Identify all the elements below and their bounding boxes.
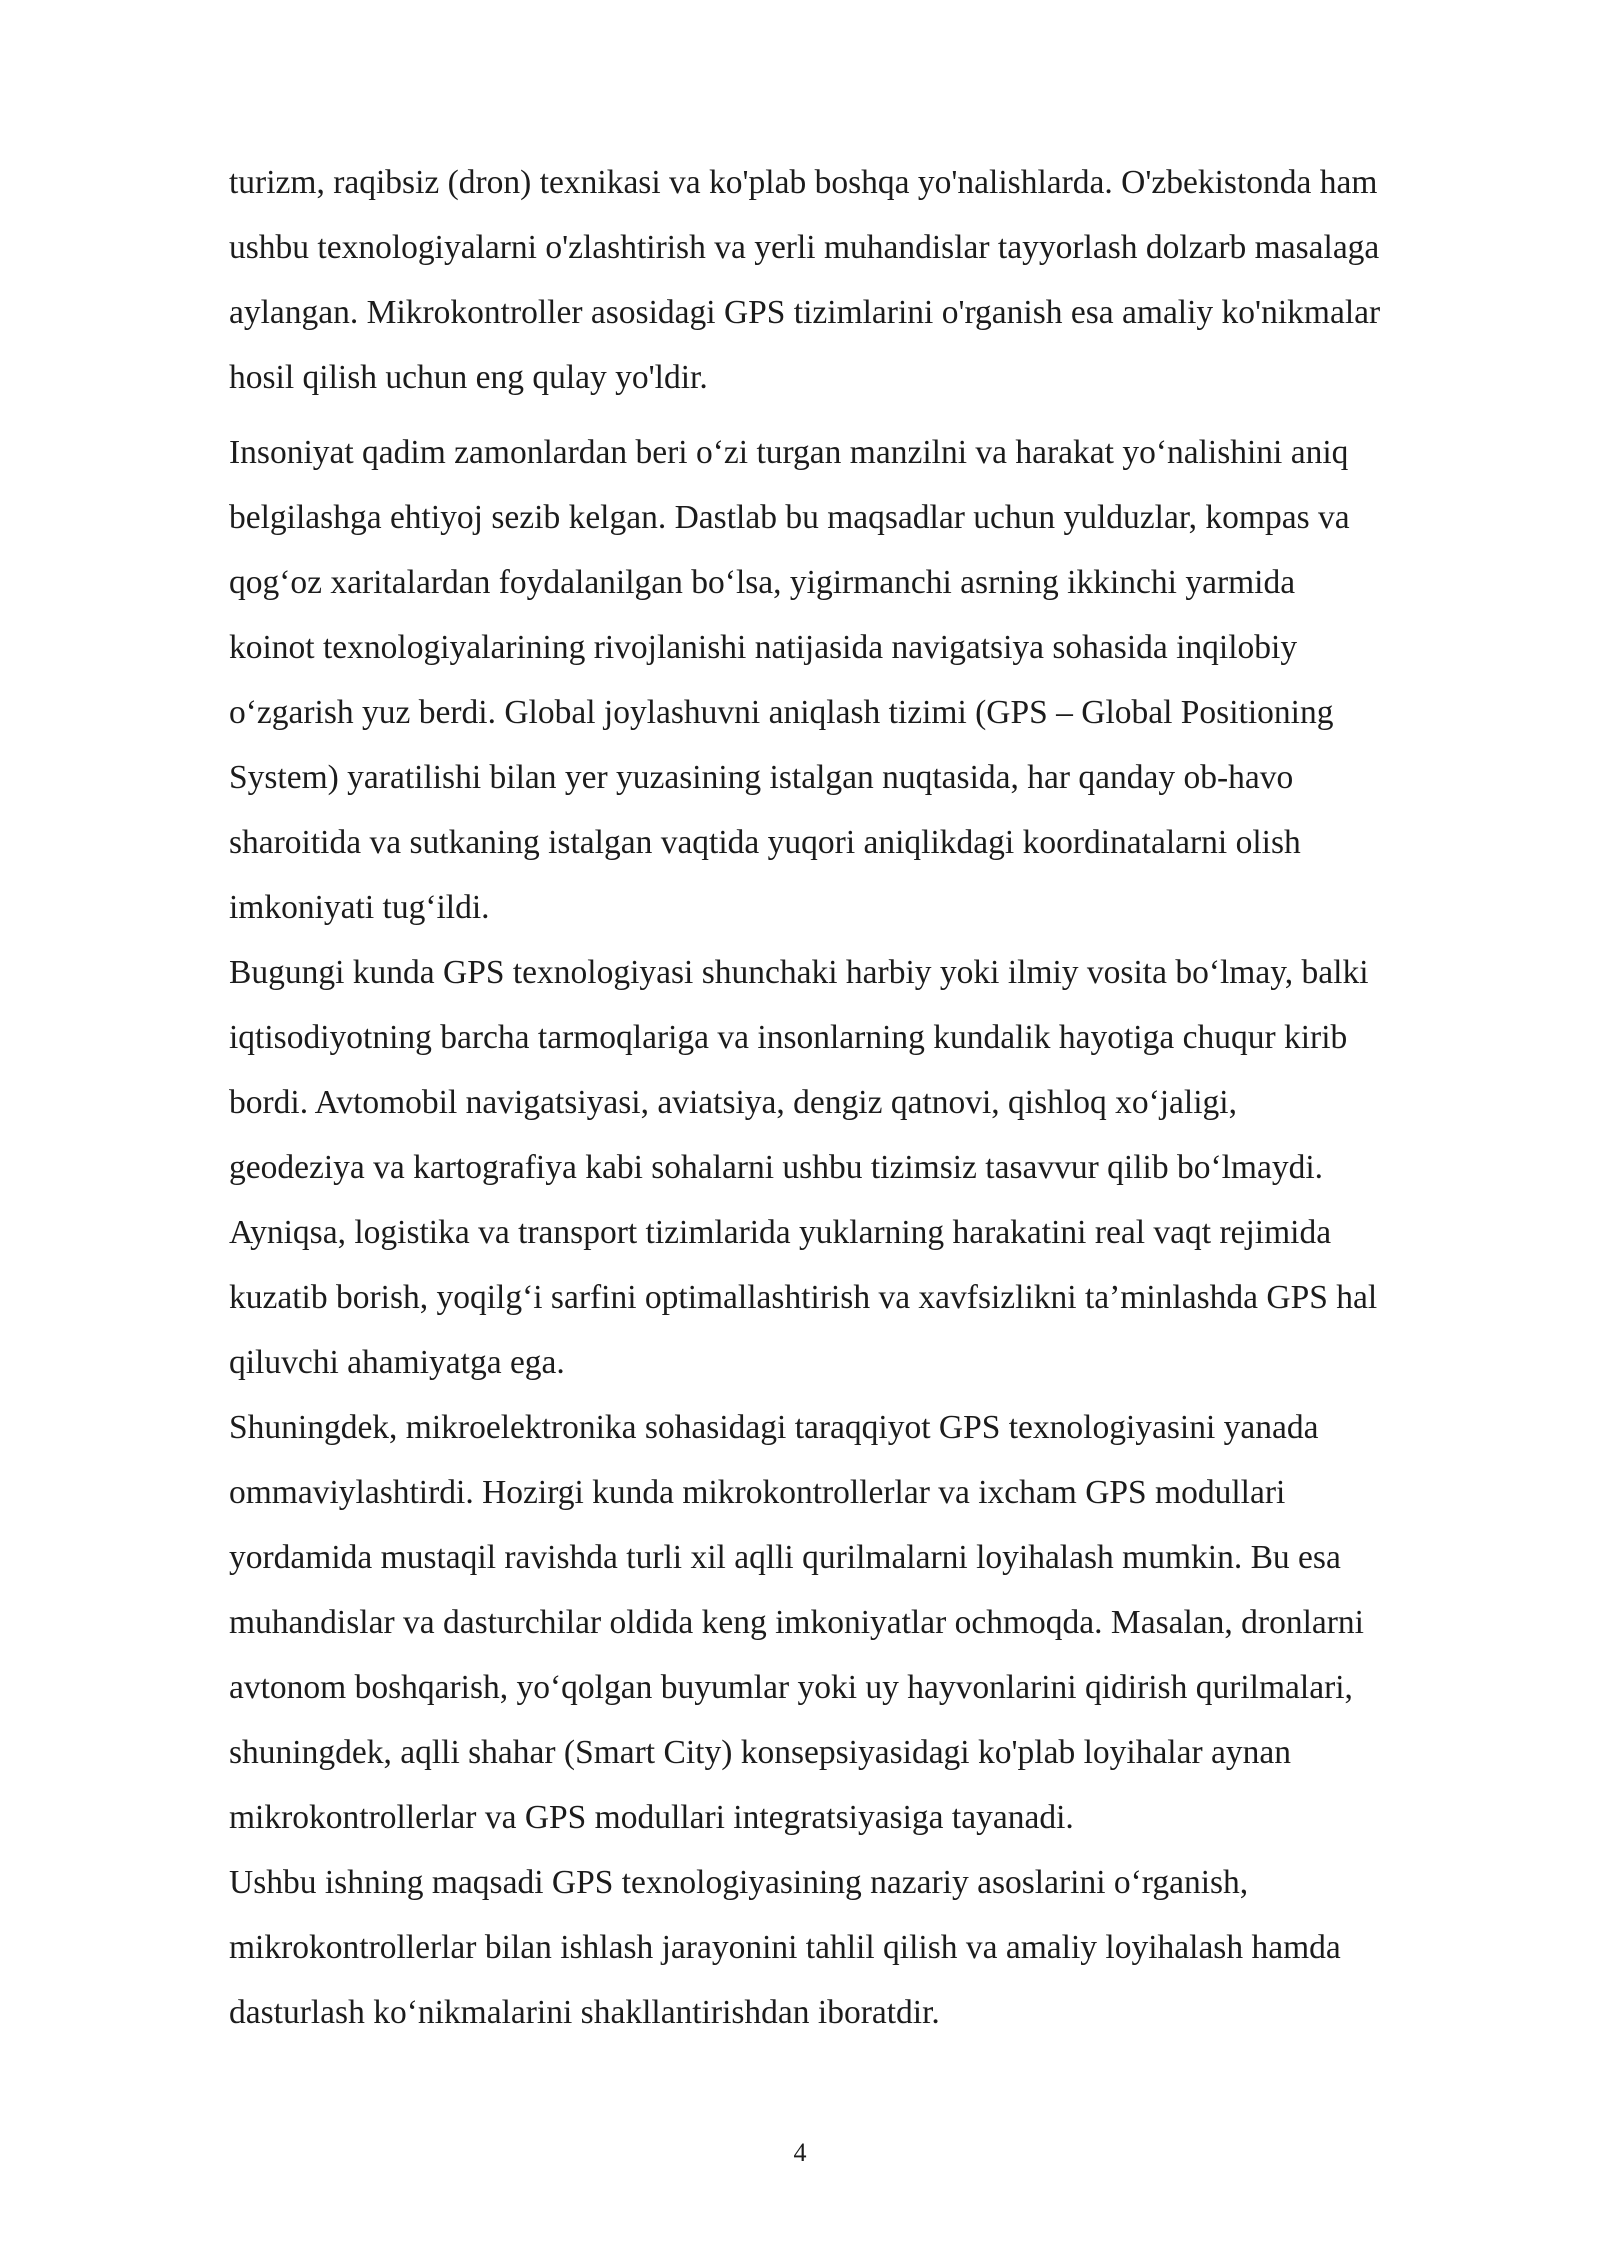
- text-line: Shuningdek, mikroelektronika sohasidagi taraqqiyot GPS texnologiyasini yanada: [229, 1409, 1319, 1446]
- paragraph-3: [229, 940, 1534, 1395]
- text-line: mikrokontrollerlar va GPS modullari integratsiyasiga tayanadi.: [229, 1799, 1074, 1836]
- text-line: dasturlash ko‘nikmalarini shakllantirishdan iboratdir.: [229, 1994, 940, 2031]
- text-line: kuzatib borish, yoqilg‘i sarfini optimallashtirish va xavfsizlikni ta’minlashda GPS hal: [229, 1279, 1378, 1316]
- text-line: System) yaratilishi bilan yer yuzasining istalgan nuqtasida, har qanday ob-havo: [229, 759, 1294, 796]
- text-line: iqtisodiyotning barcha tarmoqlariga va insonlarning kundalik hayotiga chuqur kirib: [229, 1019, 1348, 1056]
- text-line: Insoniyat qadim zamonlardan beri o‘zi turgan manzilni va harakat yo‘nalishini aniq: [229, 434, 1349, 471]
- text-line: sharoitida va sutkaning istalgan vaqtida yuqori aniqlikdagi koordinatalarni olish: [229, 824, 1301, 861]
- text-line: qiluvchi ahamiyatga ega.: [229, 1344, 565, 1381]
- text-line: koinot texnologiyalarining rivojlanishi natijasida navigatsiya sohasida inqilobiy: [229, 629, 1298, 666]
- text-line: o‘zgarish yuz berdi. Global joylashuvni aniqlash tizimi (GPS – Global Positioning: [229, 694, 1334, 731]
- text-line: hosil qilish uchun eng qulay yo'ldir.: [229, 359, 708, 396]
- text-line: ushbu texnologiyalarni o'zlashtirish va yerli muhandislar tayyorlash dolzarb masalaga: [229, 229, 1380, 266]
- text-line: ommaviylashtirdi. Hozirgi kunda mikrokontrollerlar va ixcham GPS modullari: [229, 1474, 1286, 1511]
- text-line: turizm, raqibsiz (dron) texnikasi va ko'plab boshqa yo'nalishlarda. O'zbekistonda ham: [229, 164, 1378, 201]
- text-line: imkoniyati tug‘ildi.: [229, 889, 490, 926]
- text-line: Ushbu ishning maqsadi GPS texnologiyasining nazariy asoslarini o‘rganish,: [229, 1864, 1249, 1901]
- paragraph-4: [229, 1395, 1534, 1850]
- text-line: qog‘oz xaritalardan foydalanilgan bo‘lsa, yigirmanchi asrning ikkinchi yarmida: [229, 564, 1296, 601]
- document-body: [229, 150, 1534, 2045]
- text-line: yordamida mustaqil ravishda turli xil aqlli qurilmalarni loyihalash mumkin. Bu esa: [229, 1539, 1341, 1576]
- text-line: bordi. Avtomobil navigatsiyasi, aviatsiya, dengiz qatnovi, qishloq xo‘jaligi,: [229, 1084, 1237, 1121]
- paragraph-5: [229, 1850, 1534, 2045]
- text-line: avtonom boshqarish, yo‘qolgan buyumlar yoki uy hayvonlarini qidirish qurilmalari,: [229, 1669, 1353, 1706]
- text-line: mikrokontrollerlar bilan ishlash jarayonini tahlil qilish va amaliy loyihalash hamda: [229, 1929, 1341, 1966]
- paragraph-1: [229, 150, 1534, 410]
- text-line: geodeziya va kartografiya kabi sohalarni ushbu tizimsiz tasavvur qilib bo‘lmaydi.: [229, 1149, 1324, 1186]
- text-line: Bugungi kunda GPS texnologiyasi shunchaki harbiy yoki ilmiy vosita bo‘lmay, balki: [229, 954, 1369, 991]
- text-line: aylangan. Mikrokontroller asosidagi GPS tizimlarini o'rganish esa amaliy ko'nikmalar: [229, 294, 1381, 331]
- text-line: Ayniqsa, logistika va transport tizimlarida yuklarning harakatini real vaqt rejimida: [229, 1214, 1332, 1251]
- text-line: shuningdek, aqlli shahar (Smart City) konsepsiyasidagi ko'plab loyihalar aynan: [229, 1734, 1292, 1771]
- text-line: muhandislar va dasturchilar oldida keng imkoniyatlar ochmoqda. Masalan, dronlarni: [229, 1604, 1364, 1641]
- page-number: 4: [793, 2138, 807, 2167]
- paragraph-2: [229, 420, 1534, 940]
- text-line: belgilashga ehtiyoj sezib kelgan. Dastlab bu maqsadlar uchun yulduzlar, kompas va: [229, 499, 1350, 536]
